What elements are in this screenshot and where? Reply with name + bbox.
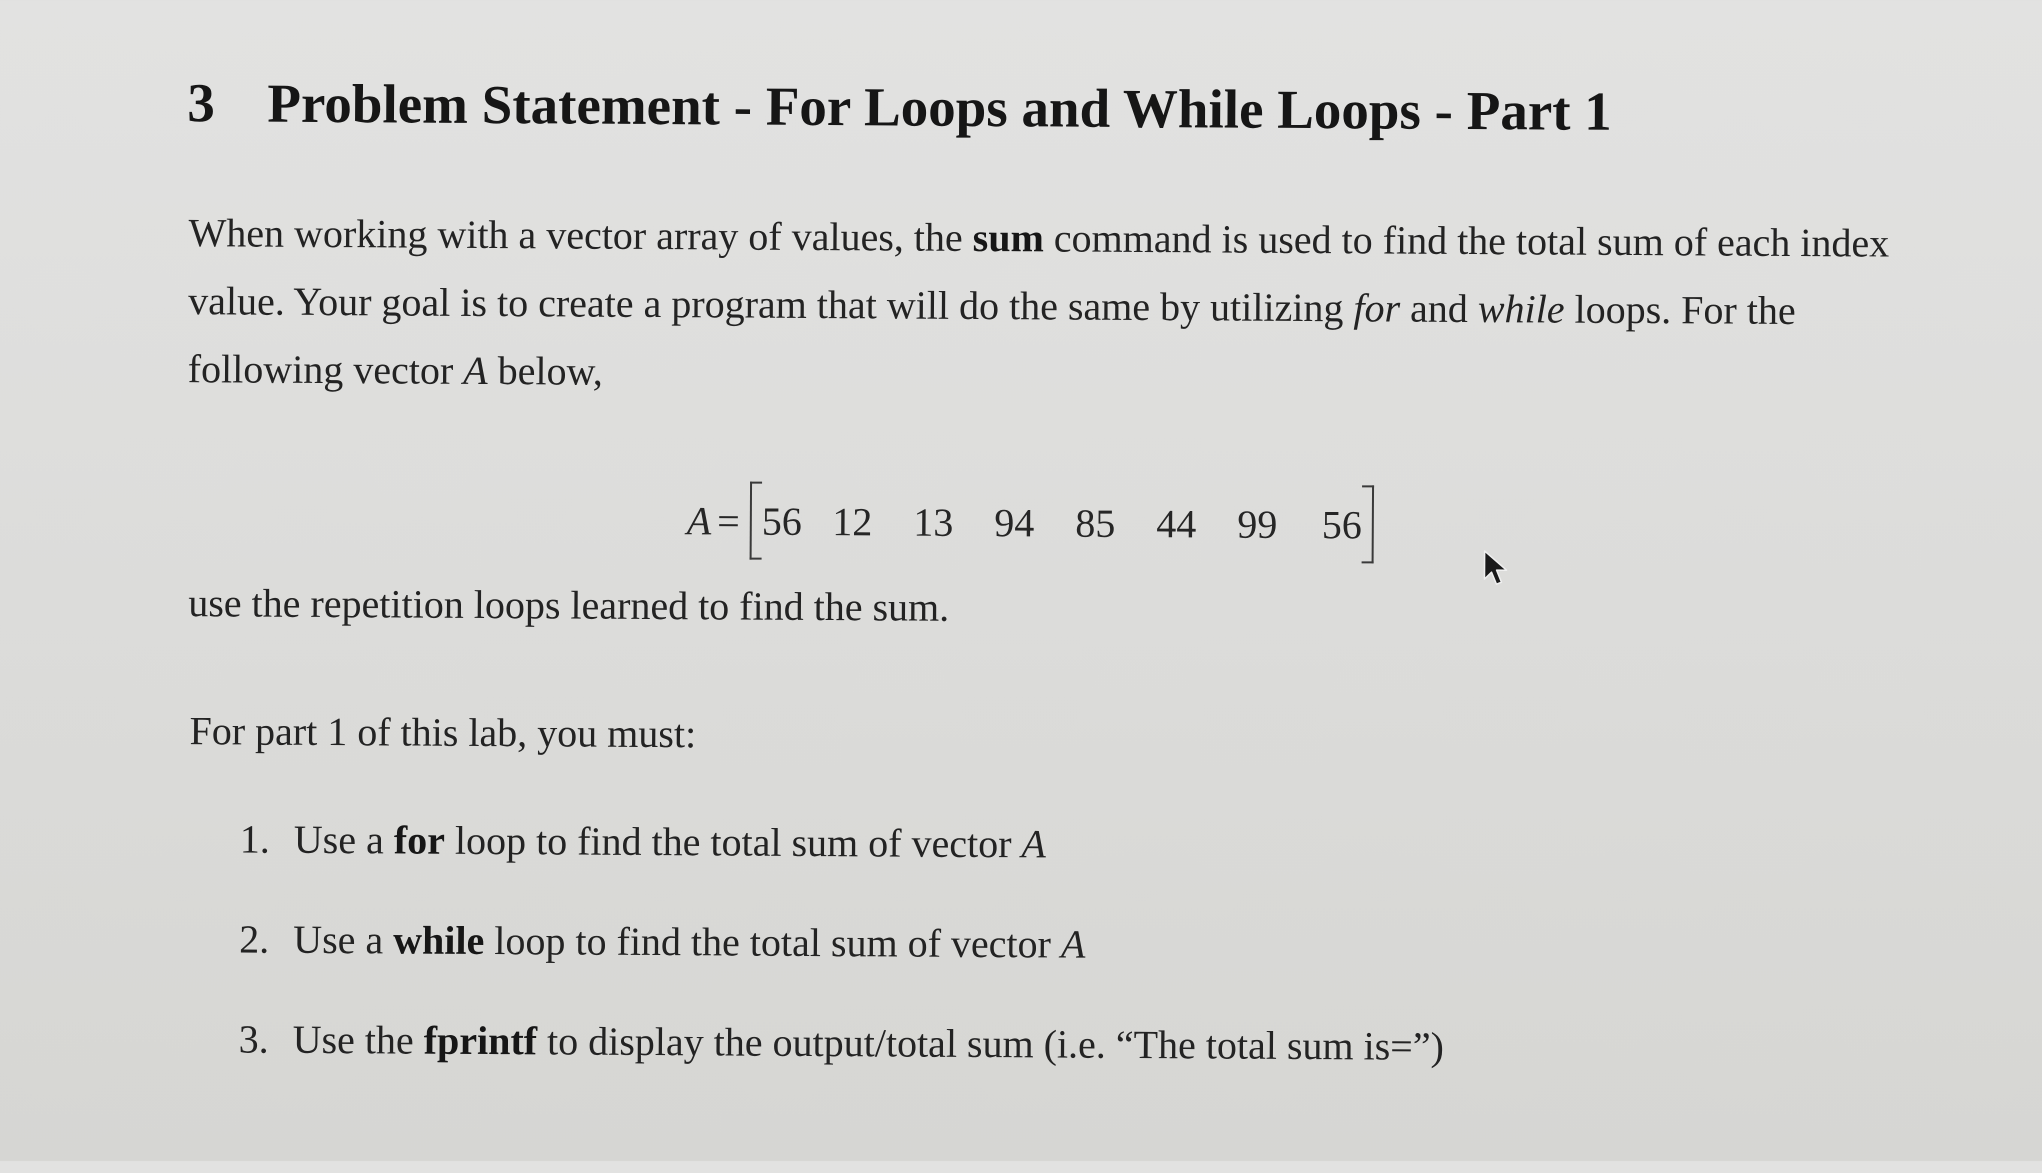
after-equation-text: use the repetition loops learned to find the sum. xyxy=(188,580,950,630)
text-run: and xyxy=(1399,285,1479,332)
part-intro-text: For part 1 of this lab, you must: xyxy=(189,708,697,757)
text-run: When working with a vector array of values, the xyxy=(188,210,973,260)
vector-variable: A xyxy=(1060,921,1086,967)
vector-equation xyxy=(687,480,1374,564)
problem-paragraph xyxy=(188,199,1999,414)
text-run: Use the xyxy=(292,1016,424,1063)
section-number: 3 xyxy=(187,72,216,134)
vector-value: 13 xyxy=(913,499,954,545)
text-run: to display the output/total sum (i.e. “The total sum is=”) xyxy=(536,1018,1445,1069)
vector-value: 44 xyxy=(1156,500,1197,546)
text-run: following vector xyxy=(187,346,464,393)
text-run: command is used to find the total sum of each index xyxy=(1043,215,1890,266)
section-title: Problem Statement - For Loops and While Loops - Part 1 xyxy=(267,72,1612,142)
list-text xyxy=(293,816,1046,921)
vector-value: 85 xyxy=(1075,500,1116,546)
text-run: loop to find the total sum of vector xyxy=(444,817,1022,867)
text-run: loops. For the xyxy=(1564,286,1796,333)
paragraph-line-2 xyxy=(188,267,1998,346)
list-number: 2. xyxy=(239,916,270,962)
vector-variable: A xyxy=(463,347,488,393)
right-bracket xyxy=(1362,485,1374,563)
paragraph-line-3 xyxy=(188,335,1998,414)
vector-value: 99 xyxy=(1237,501,1278,547)
list-text xyxy=(293,916,1086,1021)
list-item xyxy=(238,1015,1444,1122)
vector-variable: A xyxy=(1021,821,1047,867)
paragraph-line-1 xyxy=(188,199,1998,278)
vector-values xyxy=(762,497,1362,548)
vector-value: 12 xyxy=(832,498,873,544)
mouse-pointer-icon xyxy=(1482,549,1512,589)
for-keyword: for xyxy=(1353,285,1401,331)
vector-value: 56 xyxy=(761,498,802,544)
text-run: value. Your goal is to create a program that will do the same by utilizing xyxy=(188,278,1354,331)
vector-value: 94 xyxy=(994,499,1035,545)
list-item xyxy=(239,815,1445,922)
text-run: Use a xyxy=(293,916,394,963)
list-text xyxy=(292,1016,1444,1123)
equation-variable: A xyxy=(686,497,712,543)
text-run: loop to find the total sum of vector xyxy=(484,917,1062,967)
while-keyword: while xyxy=(1477,286,1565,332)
list-number: 1. xyxy=(239,816,271,862)
sum-command-keyword: sum xyxy=(972,214,1045,261)
while-keyword: while xyxy=(393,917,485,963)
fprintf-keyword: fprintf xyxy=(423,1017,538,1064)
left-bracket xyxy=(750,482,762,560)
text-run: Use a xyxy=(293,816,394,863)
text-run: below, xyxy=(487,347,603,394)
section-heading xyxy=(187,71,1612,143)
steps-list xyxy=(238,815,1445,1122)
list-number: 3. xyxy=(238,1016,269,1062)
for-keyword: for xyxy=(393,817,446,863)
equals-sign: = xyxy=(717,497,740,544)
list-item xyxy=(239,915,1445,1022)
vector-value: 56 xyxy=(1321,501,1362,547)
